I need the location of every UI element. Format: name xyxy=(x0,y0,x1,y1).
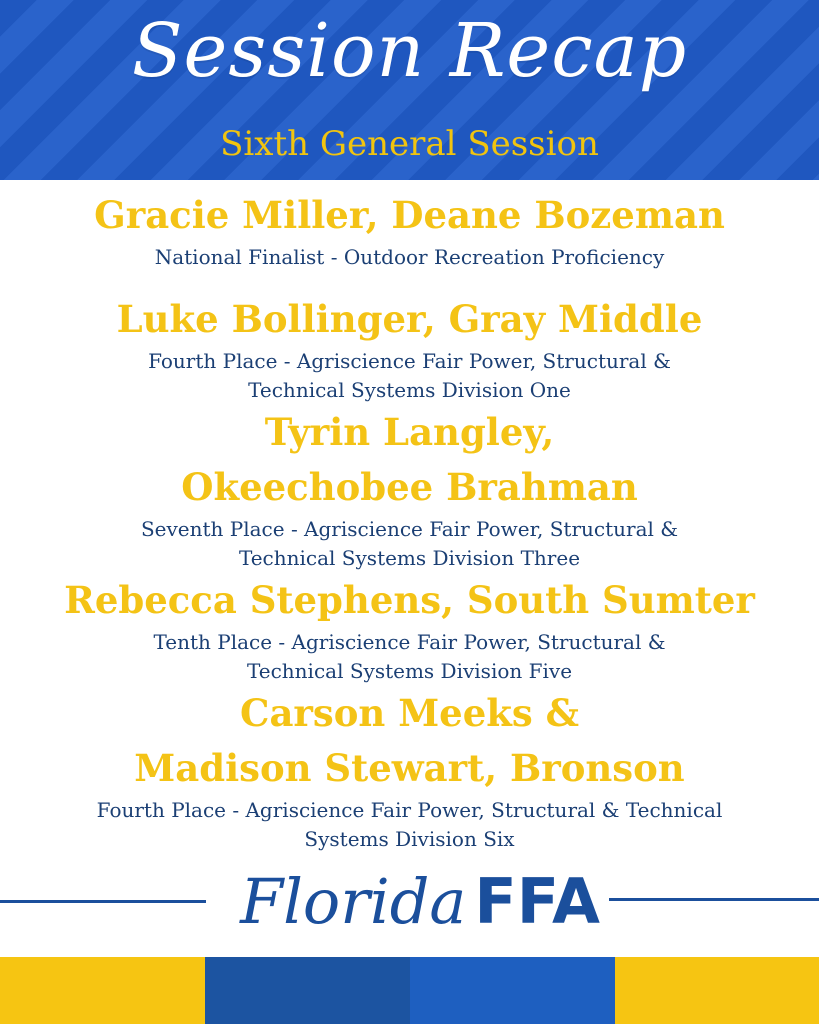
entry-name: Okeechobee Brahman xyxy=(181,465,638,509)
recap-entry xyxy=(0,405,819,573)
entry-name: Tyrin Langley, xyxy=(264,410,555,454)
logo-block-text: FFA xyxy=(474,865,600,938)
logo-row xyxy=(0,862,819,942)
band-segment xyxy=(410,957,615,1024)
recap-entry xyxy=(0,292,819,405)
entry-description: Systems Division Six xyxy=(304,827,515,851)
entry-description: Tenth Place - Agriscience Fair Power, Structural & xyxy=(153,630,666,654)
header-banner xyxy=(0,0,819,180)
entry-description: Fourth Place - Agriscience Fair Power, Structural & Technical xyxy=(96,798,723,822)
entry-description: National Finalist - Outdoor Recreation Proficiency xyxy=(154,245,665,269)
entry-name: Rebecca Stephens, South Sumter xyxy=(64,578,755,622)
page-subtitle: Sixth General Session xyxy=(220,124,599,164)
recap-list xyxy=(0,188,819,854)
entry-name: Luke Bollinger, Gray Middle xyxy=(116,297,703,341)
band-segment xyxy=(0,957,205,1024)
entry-name: Carson Meeks & xyxy=(240,691,579,735)
band-segment xyxy=(615,957,819,1024)
entry-description: Technical Systems Division Three xyxy=(238,546,581,570)
entry-name: Gracie Miller, Deane Bozeman xyxy=(94,193,725,237)
entry-description: Seventh Place - Agriscience Fair Power, Structural & xyxy=(140,517,679,541)
divider-left xyxy=(0,900,206,903)
footer-color-band xyxy=(0,957,819,1024)
divider-right xyxy=(609,898,819,901)
recap-entry xyxy=(0,188,819,272)
entry-description: Technical Systems Division One xyxy=(248,378,571,402)
entry-description: Technical Systems Division Five xyxy=(246,659,573,683)
florida-ffa-logo xyxy=(230,862,610,942)
entry-description: Fourth Place - Agriscience Fair Power, Structural & xyxy=(148,349,671,373)
recap-entry xyxy=(0,573,819,686)
band-segment xyxy=(205,957,410,1024)
page-title: Session Recap xyxy=(131,8,688,94)
recap-entry xyxy=(0,686,819,854)
entry-name: Madison Stewart, Bronson xyxy=(134,746,685,790)
logo-script-text: Florida xyxy=(240,865,467,938)
